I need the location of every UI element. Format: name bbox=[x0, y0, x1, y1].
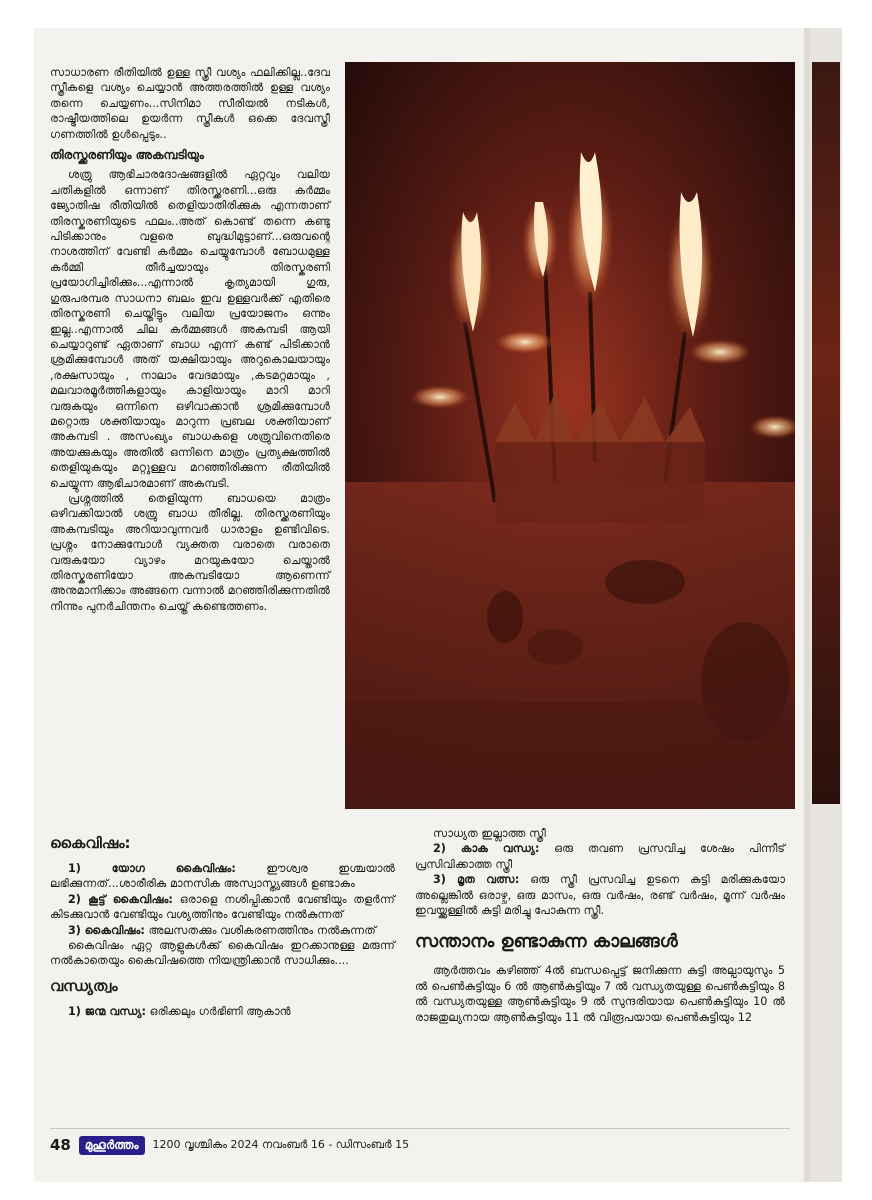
list-item-kaivisham-3 bbox=[50, 923, 395, 938]
item-text: ഒരു സ്ത്രീ പ്രസവിച്ച ഉടനെ കുട്ടി മരിക്കുകയോ അല്ലെങ്കിൽ ഒരാഴ്ച, ഒരു മാസം, ഒരു വർഷം, രണ്ട് വർഷം, മൂന്ന് വർഷം ഇവയ്ക്കുള്ളിൽ കുട്ടി മരിച്ചു പോകുന്ന സ്ത്രീ. bbox=[415, 873, 785, 918]
page-footer bbox=[50, 1128, 790, 1157]
item-label: 1) ജന്മ വന്ധ്യ: bbox=[68, 1004, 147, 1018]
item-label: 3) കൈവിഷം: bbox=[68, 923, 145, 937]
item-label: 3) മൃത വത്സ: bbox=[433, 873, 520, 887]
list-item-kaivisham-1 bbox=[50, 861, 395, 892]
paragraph-santhanam: ആർത്തവം കഴിഞ്ഞ് 4ൽ ബന്ധപ്പെട്ട് ജനിക്കുന്ന കുട്ടി അല്പായുസും 5 ൽ പെൺകുട്ടിയും 6 ൽ ആൺകുട്ടിയും 7 ൽ വന്ധ്യതയുള്ള പെൺകുട്ടിയും 8 ൽ വന്ധ്യതയുള്ള ആൺകുട്ടിയും 9 ൽ സുന്ദരിയായ പെൺകുട്ടിയും 10 ൽ രാജതുല്യനായ ആൺകുട്ടിയും 11 ൽ വിരൂപയായ പെൺകുട്ടിയും 12 bbox=[415, 964, 785, 1024]
column-2 bbox=[415, 826, 785, 1025]
item-text: ഒരിക്കലും ഗർഭിണി ആകാൻ bbox=[149, 1004, 291, 1018]
paragraph-kaivisham: കൈവിഷം ഏറ്റ ആളുകൾക്ക് കൈവിഷം ഇറക്കാനുള്ള മരുന്ന് നൽകാതെയും കൈവിഷത്തെ നിയന്ത്രിക്കാൻ സാധിക്കും.... bbox=[50, 939, 395, 968]
section-heading-kaivisham: കൈവിഷം: bbox=[50, 834, 131, 852]
intro-paragraph: സാധാരണ രീതിയിൽ ഉള്ള സ്ത്രീ വശ്യം ഫലിക്കില്ല..ദേവ സ്ത്രീകളെ വശ്യം ചെയ്യാൻ അത്തരത്തിൽ ഉള്ള വശ്യം തന്നെ ചെയ്യണം...സിനിമാ സീരിയൽ നടികൾ, രാഷ്ട്രീയത്തിലെ ഉയർന്ന സ്ത്രീകൾ ഒക്കെ ദേവസ്ത്രീ ഗണത്തിൽ ഉൾപ്പെടും.. bbox=[50, 66, 330, 141]
item-text: ഒരു തവണ പ്രസവിച്ച ശേഷം പിന്നീട് പ്രസിവിക്കാത്ത സ്ത്രീ bbox=[415, 842, 785, 871]
section-heading-thiraskarani: തിരസ്ക്കരണിയും അകമ്പടിയും bbox=[50, 148, 204, 163]
issue-info: 1200 വൃശ്ചികം 2024 നവംബർ 16 - ഡിസംബർ 15 bbox=[152, 1138, 410, 1151]
ritual-fire-photo bbox=[345, 62, 795, 809]
column-1-top bbox=[50, 65, 330, 614]
list-item-vandhya-1 bbox=[50, 1004, 395, 1019]
section-heading-santhanam: സന്താനം ഉണ്ടാകുന്ന കാലങ്ങൾ bbox=[415, 931, 678, 953]
item-label: 1) യോഗ കൈവിഷം: bbox=[68, 862, 236, 875]
item-label: 2) കൂട്ട് കൈവിഷം: bbox=[68, 892, 173, 906]
item-text: ഒരാളെ നശിപ്പിക്കാൻ വേണ്ടിയും തളർന്ന് കിടക്കുവാൻ വേണ്ടിയും വശ്യത്തിനും വേണ്ടിയും നൽകുന്നത് bbox=[50, 892, 396, 922]
paragraph-thiraskarani: ശത്രു ആഭിചാരദോഷങ്ങളിൽ ഏറ്റവും വലിയ ചതികളിൽ ഒന്നാണ് തിരസ്ക്കരണി...ഒരു കർമ്മം ജ്യോതിഷ രീതിയിൽ തെളിയാതിരിക്കുക എന്നതാണ് തിരസ്കരണിയുടെ ഫലം..അത് കൊണ്ട് തന്നെ കണ്ടു പിടിക്കാനും വളരെ ബുദ്ധിമുട്ടാണ്...ഒരുവന്റെ നാശത്തിന് വേണ്ടി കർമ്മം ചെയ്യുമ്പോൾ ബോധമുള്ള കർമ്മി തീർച്ചയായും തിരസ്കരണി പ്രയോഗിച്ചിരിക്കും...എന്നാൽ കൃത്യമായി ഗുരു, ഗുരുപരമ്പര സാധനാ ബലം ഇവ ഉള്ളവർക്ക് എതിരെ തിരസ്കരണി ചെയ്തിട്ടും വലിയ പ്രയോജനം ഒന്നും ഇല്ല..എന്നാൽ ചില കർമ്മങ്ങൾ അകമ്പടി ആയി ചെയ്യാറുണ്ട് ഏതാണ് ബാധ എന്ന് കണ്ട് പിടിക്കാൻ ശ്രമിക്കുമ്പോൾ അത് യക്ഷിയായും അറുകൊലയായും ,രക്ഷസായും , നാലാം വേദമായും ,കടമറ്റമായും , മലവാരമൂർത്തികളായും കാളിയായും മാറി മാറി വരുകയും ഒന്നിനെ ഒഴിവാക്കാൻ ശ്രമിക്കുമ്പോൾ മറ്റൊരു ശക്തിയായും മാറുന്ന പ്രബല ശക്തിയാണ് അകമ്പടി . അസംഖ്യം ബാധകളെ ശത്രുവിനെതിരെ അയക്കുകയും അതിൽ ഒന്നിനെ മാത്രം പ്രത്യക്ഷത്തിൽ തെളിയുകയും മറ്റുള്ളവ മറഞ്ഞിരിക്കുന്ന രീതിയിൽ ചെയ്യുന്ന ആഭിചാരമാണ് അകമ്പടി. bbox=[50, 168, 330, 490]
column-1-bottom bbox=[50, 826, 395, 1019]
list-item-vandhya-3 bbox=[415, 872, 785, 918]
section-heading-vandhyatvam: വന്ധ്യത്വം bbox=[50, 976, 118, 995]
continued-text: സാധ്യത ഇല്ലാത്ത സ്ത്രീ bbox=[433, 827, 546, 840]
item-text: ഈശ്വര ഇശ്ചയാൽ ലഭിക്കുന്നത്...ശാരീരിക മാനസിക അസ്വാസ്ത്യങ്ങൾ ഉണ്ടാകും bbox=[50, 862, 395, 891]
item-label: 2) കാക വന്ധ്യ: bbox=[433, 842, 540, 856]
next-page-photo-edge bbox=[812, 62, 840, 804]
magazine-logo: മുഹൂർത്തം bbox=[79, 1136, 145, 1155]
list-item-vandhya-2 bbox=[415, 841, 785, 872]
item-text: അലസതക്കും വശികരണത്തിനും നൽകുന്നത് bbox=[148, 923, 376, 937]
page-number: 48 bbox=[50, 1136, 71, 1154]
list-item-kaivisham-2 bbox=[50, 892, 395, 923]
paragraph-prashnam: പ്രശ്നത്തിൽ തെളിയുന്ന ബാധയെ മാത്രം ഒഴിവക്കിയാൽ ശത്രു ബാധ തീരില്ല. തിരസ്ക്കരണിയും അകമ്പടിയും അറിയാവുന്നവർ ധാരാളം ഉണ്ടിവിടെ. പ്രശ്നം നോക്കുമ്പോൾ വ്യക്തത വരാതെ വരാതെ വരുകയോ വ്യാഴം മറയുകയോ ചെയ്താൽ തിരസ്കരണിയോ അകമ്പടിയോ ആണെന്ന് അനുമാനിക്കാം അങ്ങനെ വന്നാൽ മറഞ്ഞിരിക്കുന്നതിൽ നിന്നും പുനർചിന്തനം ചെയ്ത് കണ്ടെത്തണം. bbox=[50, 491, 330, 613]
